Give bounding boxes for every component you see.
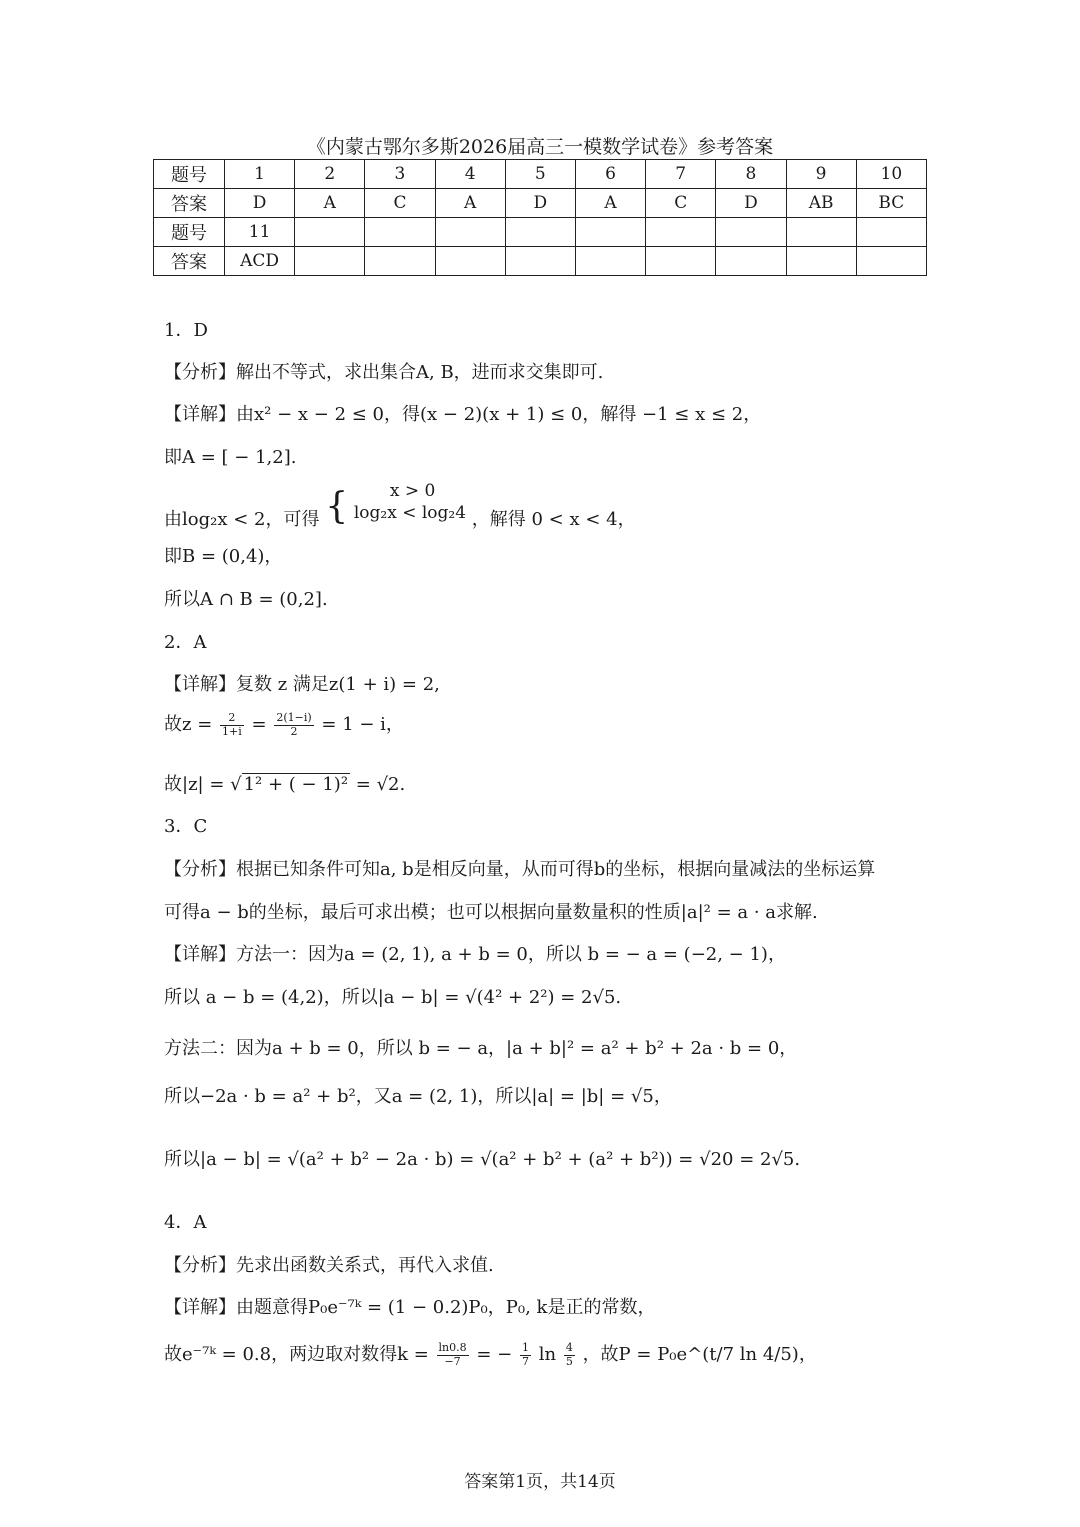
q3-detail-line: 【详解】方法一：因为a = (2, 1), a + b = 0，所以 b = − a = (−2, − 1)，: [164, 944, 786, 965]
table-cell: [856, 218, 926, 247]
table-header-cell: 答案: [154, 247, 225, 276]
table-cell: C: [365, 189, 435, 218]
table-cell: [365, 247, 435, 276]
table-cell: [575, 247, 645, 276]
fraction-numerator: 4: [565, 1340, 573, 1354]
table-cell: 9: [786, 160, 856, 189]
fraction: [564, 1342, 575, 1368]
table-cell: [646, 247, 716, 276]
table-cell: 4: [435, 160, 505, 189]
table-cell: [575, 218, 645, 247]
q4-fraction-prefix: 故e⁻⁷ᵏ = 0.8，两边取对数得k =: [164, 1344, 429, 1365]
brace-icon: {: [325, 486, 349, 527]
table-cell: 8: [716, 160, 786, 189]
q3-heading: 3．C: [164, 816, 208, 837]
q3-detail-line: 所以−2a · b = a² + b²，又a = (2, 1)，所以|a| = |b| = √5，: [164, 1086, 672, 1107]
table-cell: D: [505, 189, 575, 218]
fraction-numerator: 1: [522, 1340, 529, 1354]
table-cell: [856, 247, 926, 276]
q4-ln: ln: [538, 1344, 557, 1365]
page-footer: 答案第1页，共14页: [464, 1472, 616, 1492]
q4-fraction-line: [164, 1340, 817, 1368]
fraction-denominator: 5: [565, 1354, 573, 1368]
table-cell: 1: [225, 160, 295, 189]
q2-fraction-prefix: 故z =: [164, 714, 213, 735]
fraction: [220, 712, 244, 738]
table-cell: A: [435, 189, 505, 218]
table-header-cell: 题号: [154, 218, 225, 247]
table-cell: [505, 247, 575, 276]
table-cell: AB: [786, 189, 856, 218]
q3-analysis-line: 【分析】根据已知条件可知a, b是相反向量，从而可得b的坐标，根据向量减法的坐标运算: [164, 859, 876, 880]
q1-analysis: 【分析】解出不等式，求出集合A, B，进而求交集即可.: [164, 362, 604, 383]
table-cell: [716, 218, 786, 247]
table-cell: [786, 247, 856, 276]
fraction-numerator: 2: [220, 712, 244, 726]
q2-modulus-prefix: 故|z| = √: [164, 774, 242, 795]
q2-modulus-result: = √2.: [355, 774, 406, 795]
q1-detail-line: 【详解】由x² − x − 2 ≤ 0，得(x − 2)(x + 1) ≤ 0，解得 −1 ≤ x ≤ 2，: [164, 404, 762, 425]
q1-system-cond-2: log₂x < log₂4: [353, 503, 467, 523]
table-cell: C: [646, 189, 716, 218]
fraction-denominator: 7: [522, 1354, 529, 1368]
table-cell: 6: [575, 160, 645, 189]
table-cell: ACD: [225, 247, 295, 276]
q2-fraction-line: 故z = $\frac{2}{1+i}$ = $\frac{2(1-i)}{2}$ = 1 − i，: [164, 710, 404, 738]
table-row: [154, 247, 927, 276]
table-cell: [716, 247, 786, 276]
q3-analysis-line: 可得a − b的坐标，最后可求出模；也可以根据向量数量积的性质|a|² = a · a求解.: [164, 902, 818, 923]
q3-detail-line: 所以|a − b| = √(a² + b² − 2a · b) = √(a² + b² + (a² + b²)) = √20 = 2√5.: [164, 1149, 801, 1170]
table-cell: [295, 247, 365, 276]
fraction: [274, 712, 313, 738]
table-cell: 5: [505, 160, 575, 189]
table-cell: 11: [225, 218, 295, 247]
fraction-numerator: 2(1−i): [276, 710, 312, 724]
table-cell: D: [716, 189, 786, 218]
table-cell: [505, 218, 575, 247]
q1-detail-line: 所以A ∩ B = (0,2].: [164, 589, 328, 610]
q2-fraction-result: = 1 − i，: [321, 714, 404, 735]
q1-detail-line: 即A = [ − 1,2].: [164, 447, 297, 468]
table-cell: 3: [365, 160, 435, 189]
table-cell: [435, 247, 505, 276]
q2-detail-line: 【详解】复数 z 满足z(1 + i) = 2,: [164, 674, 440, 695]
table-cell: 7: [646, 160, 716, 189]
q1-system-line: [164, 480, 636, 530]
table-cell: 10: [856, 160, 926, 189]
table-cell: A: [295, 189, 365, 218]
sqrt-radicand: 1² + ( − 1)²: [243, 774, 349, 795]
q4-detail-line: 【详解】由题意得P₀e⁻⁷ᵏ = (1 − 0.2)P₀，P₀, k是正的常数，: [164, 1297, 656, 1318]
fraction-numerator: ln0.8: [438, 1340, 467, 1354]
page-title: 《内蒙古鄂尔多斯2026届高三一模数学试卷》参考答案: [306, 136, 774, 158]
q4-equals: = −: [476, 1344, 513, 1365]
fraction: [520, 1342, 531, 1368]
q1-detail-line: 即B = (0,4)，: [164, 546, 283, 567]
table-header-cell: 答案: [154, 189, 225, 218]
table-row: [154, 189, 927, 218]
q4-heading: 4．A: [164, 1212, 207, 1233]
fraction-denominator: −7: [444, 1354, 461, 1368]
table-cell: D: [225, 189, 295, 218]
q4-analysis: 【分析】先求出函数关系式，再代入求值.: [164, 1255, 494, 1276]
answer-table: [153, 159, 927, 276]
table-cell: [786, 218, 856, 247]
q1-system-result: ，解得 0 < x < 4，: [471, 509, 636, 530]
table-cell: [646, 218, 716, 247]
q3-detail-line: 方法二：因为a + b = 0，所以 b = − a，|a + b|² = a² + b² + 2a · b = 0，: [164, 1038, 798, 1059]
q1-heading: 1．D: [164, 320, 208, 341]
q1-system-cond-1: x > 0: [389, 481, 436, 501]
q1-system-prefix: 由log₂x < 2，可得: [164, 509, 320, 530]
table-row: [154, 160, 927, 189]
q4-result: ，故P = P₀e^(t/7 ln 4/5)，: [582, 1344, 817, 1365]
table-header-cell: 题号: [154, 160, 225, 189]
table-cell: [295, 218, 365, 247]
q3-detail-line: 所以 a − b = (4,2)，所以|a − b| = √(4² + 2²) = 2√5.: [164, 987, 622, 1008]
fraction-denominator: 1+i: [222, 724, 242, 738]
table-cell: [435, 218, 505, 247]
table-cell: [365, 218, 435, 247]
table-cell: A: [575, 189, 645, 218]
table-row: [154, 218, 927, 247]
table-cell: BC: [856, 189, 926, 218]
table-cell: 2: [295, 160, 365, 189]
fraction: [437, 1342, 469, 1368]
fraction-denominator: 2: [290, 724, 298, 738]
q2-modulus-line: [164, 770, 405, 796]
q2-heading: 2．A: [164, 632, 207, 653]
